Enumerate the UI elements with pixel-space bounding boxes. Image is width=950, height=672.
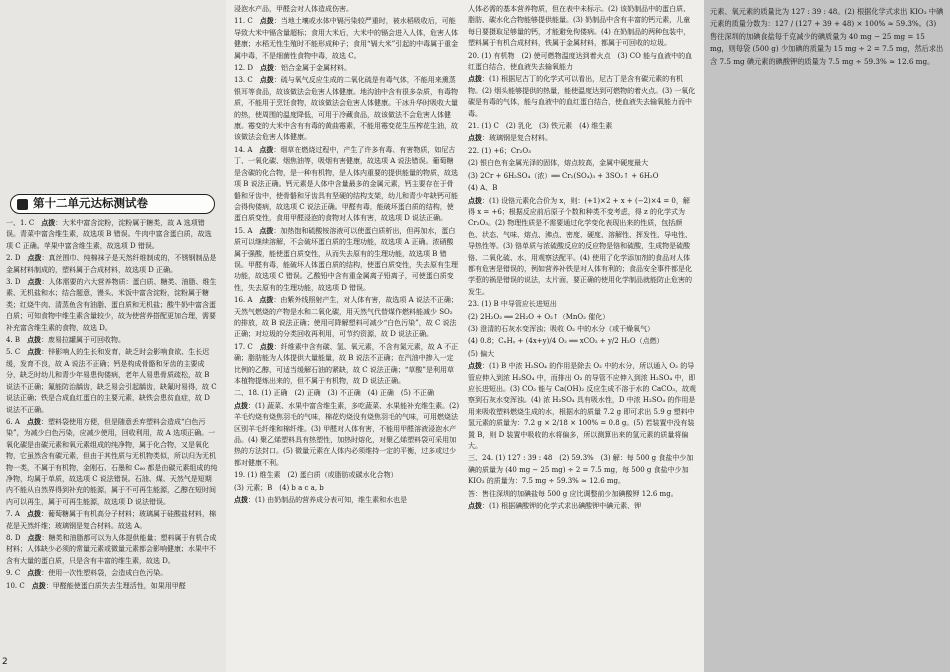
- answer-item: 2. D 点拨：真丝围巾、纯棉袜子是天然纤维制成的，不锈钢制品是金属材料制成的，塑料属于合成材料，故选项 D 正确。: [6, 254, 217, 274]
- hint-keyword: 点拨: [27, 569, 42, 578]
- answer-item: 17. C 点拨：纤维素中含有碳、氢、氧元素，不含有氮元素，故 A 不正确；脂肪能为人体提供大量能量，故 B 说法不正确；在汽油中掺入一定比例的乙醇，可适当缓解石油的紧缺，故 C 说法正确；“草酸”是利用草本植物提炼出来的，但不属于有机物，故 D 说法正确。: [234, 342, 459, 385]
- unit-title-banner: [10, 194, 215, 214]
- banner-square-icon: [17, 199, 28, 210]
- answer-item: 16. A 点拨：由紫外线照射产生，对人体有害，故选项 A 说法不正确；天然气燃烧的产物是水和二氧化碳，用天然气代替煤作燃料能减少 SO₂ 的排放，故 B 说法正确；使用可降解塑料可减少“白色污染”，故 C 说法正确；对垃圾的分类回收再利用，可节约资源，故 D 说法正确。: [234, 296, 458, 339]
- page-number: 2: [2, 656, 8, 667]
- hint-keyword: 点拨: [234, 496, 248, 505]
- answer-item: 6. A 点拨：塑料袋使用方便，但是随意丢弃塑料会造成“白色污染”，为减少白色污染，应减少使用，回收利用，故 A 选项正确。一氧化碳是由碳元素和氧元素组成的纯净物，属于化合物，又是氧化物，它虽然含有碳元素，但由于其性质与无机物类似，所以归为无机物一类，不属于有机物，金刚石、石墨和 C₆₀ 都是由碳元素组成的纯净物，均属于单质，故选项 C 说法错误。石油、煤、天然气是短期内不能从自然界得到补充的能源，属于不可再生能源，乙醇在短时间内可以再生，属于可再生能源，故选项 D 说法错误。: [6, 417, 218, 506]
- hint-keyword: 点拨: [468, 134, 482, 143]
- answer-item: 点拨：(1) 设铬元素化合价为 x，则：(+1)×2 + x + (−2)×4 = 0，解得 x = +6；根据反应前后原子个数和种类不变考虑，得 z 的化学式为 Cr₂O₃。(2) 物理性质是不需要通过化学变化表现出来的性质，包括颜色、状态、气味、熔点、沸点、密度、硬度、溶解性、挥发性、导电性、导热性等。(3) 铬单质与浓硫酸反应的反应物是铬和硫酸，生成物是硫酸铬、二氧化硫、水，用观察法配平。(4) 使用了化学添加剂的食品对人体都有危害是错误的，例如营养补铁是对人体有利的；食品安全事件都是化学惹的祸是错误的说法，太片面，要正确的使用化学制品就能防止危害的发生。: [468, 196, 692, 296]
- hint-keyword: 点拨: [31, 581, 46, 590]
- hint-keyword: 点拨: [41, 219, 56, 227]
- answer-item: 3. D 点拨：人体需要的六大营养物质：蛋白质、糖类、油脂、维生素、无机盐和水；结合题意，馒头、米饭中富含淀粉，淀粉属于糖类；红烧牛肉、清蒸鱼含有油脂、蛋白质和无机盐；酸牛奶中富含蛋白质；可知食物中维生素含量较少，故为使营养搭配更加合理，需要补充富含维生素的食物，故选 D。: [6, 278, 217, 332]
- hint-keyword: 点拨: [259, 76, 274, 85]
- answer-item: 20. (1) 有机物 (2) 使可燃物温度达到着火点 (3) CO 能与血液中的血红蛋白结合，使血液失去输氧能力: [468, 51, 693, 72]
- right-page: [704, 0, 950, 672]
- answer-item: (2) 银白色有金属光泽的固体，熔点较高，金属中硬度最大: [468, 159, 649, 168]
- answer-item: 浸泡水产品，甲醛会对人体造成伤害。: [234, 5, 353, 13]
- answer-item: 点拨：(1) 根据尼古丁的化学式可以看出，尼古丁是含有碳元素的有机物。(2) 烟头能够提供的热量，能使温度达到可燃物的着火点。(3) 一氧化碳是有毒的气体，能与血液中的血红蛋白结合，使血液失去输氧能力而中毒。: [468, 75, 696, 118]
- answer-item: 21. (1) C (2) 乳化 (3) 铁元素 (4) 维生素: [468, 122, 613, 131]
- answer-item: 15. A 点拨：加热饱和硫酸铵溶液可以使蛋白质析出，但再加水，蛋白质可以继续溶解，不会破坏蛋白质的生理功能，故选项 A 正确。浓硝酸属于强酸，能使蛋白质变性，从而失去原有的生理功能，故选项 B 错误。甲醛有毒，能破坏人体蛋白质的结构，使蛋白质变性，失去原有生理功能，故选项 C 错误。乙酸铅中含有重金属离子铅离子，可使蛋白质变性，失去原有的生理功能，故选项 D 错误。: [234, 226, 458, 292]
- hint-keyword: 点拨: [468, 502, 482, 511]
- answer-item: 22. (1) +6；Cr₂O₃: [468, 146, 531, 155]
- equation: (3) 2Cr + 6H₂SO₄（浓）══ Cr₂(SO₄)₃ + 3SO₂↑ + 6H₂O: [468, 171, 659, 180]
- answer-item: 5. C 点拨：锌影响人的生长和发育，缺乏时会影响食欲、生长迟缓，发育不良，故 A 说法不正确；钙是构成骨骼和牙齿的主要成分，缺乏时幼儿和青少年易患佝偻病，老年人易患骨质疏松，故 B 说法不正确；氟能防治龋齿，缺乏易会引起龋齿，缺氟时易得，故 C 说法正确；铁是合成血红蛋白的主要元素，缺铁会患贫血症，故 D 说法不正确。: [6, 348, 217, 414]
- answer-item: 4. B 点拨：废易拉罐属于可回收物。: [6, 336, 126, 345]
- answer-item: 人体必需的基本营养物质，但在表中未标示。(2) 该奶制品中的蛋白质、脂肪、碳水化合物能够提供能量。(3) 奶制品中含有丰富的钙元素，儿童每日要摄取足够量的钙，才能避免佝偻病。(4) 在奶制品的两种包装中，塑料属于有机合成材料，铁属于金属材料，都属于可回收的垃圾。: [468, 5, 691, 48]
- answer-item: (3) 澄清的石灰水变浑浊；吸收 O₂ 中的水分（或干燥氧气）: [468, 324, 655, 333]
- hint-keyword: 点拨: [259, 296, 274, 305]
- answer-item: 一、1. C 点拨：大米中富含淀粉，淀粉属于糖类，故 A 选项错误。青菜中富含维生素，故选项 B 错误。牛肉中富含蛋白质，故选项 C 正确。苹果中富含维生素，故选项 D 错误。: [6, 219, 212, 250]
- answer-item: 13. C 点拨：硫与氧气反应生成的二氧化硫是有毒气体，不能用来熏蒸银耳等食品，故该做法会危害人体健康。地沟油中含有很多杂质，有毒物质，不能用于烹饪食物，故该做法会危害人体健康。干冰升华时吸收大量的热，使周围的温度降低，可用于冷藏食品，故该做法不会危害人体健康。霉变的大米中含有有毒的黄曲霉素，不能用霉变花生压榨花生油，故该做法会危害人体健康。: [234, 76, 458, 142]
- middle-right-column: [468, 4, 696, 512]
- middle-left-column: [234, 4, 460, 506]
- answer-item: 19. (1) 维生素 (2) 蛋白质（或脂肪或碳水化合物）: [234, 471, 398, 480]
- answer-item: 元素、氧元素的质量比为 127 : 39 : 48。(2) 根据化学式求出 KIO₃ 中碘元素的质量分数为：127 / (127 + 39 + 48) × 100% ≈ 59.3%。(3) 售往深圳的加碘食盐每千克减少的碘质量为 40 mg − 25 mg = 15 mg，则每袋 (500 g) 少加碘的质量为 15 mg ÷ 2 = 7.5 mg，然后求出含 7.5 mg 碘元素的碘酸钾的质量为 7.5 mg ÷ 59.3% ≈ 12.6 mg。: [710, 7, 944, 66]
- equation: (2) 2H₂O₂ ══ 2H₂O + O₂↑（MnO₂ 催化）: [468, 312, 610, 321]
- hint-keyword: 点拨: [234, 401, 248, 410]
- answer-item: 14. A 点拨：烟草在燃烧过程中，产生了许多有毒、有害物质，如尼古丁、一氧化碳、烟焦油等，吸烟有害健康，故选项 A 说法错误。葡萄糖是含碳的化合物，是一种有机物，是人体内重要的提供能量的物质，故选项 B 说法正确。钙元素是人体中含量最多的金属元素，钙主要存在于骨骼和牙齿中，使骨骼和牙齿具有坚硬的结构支架，幼儿和青少年缺钙可能会得佝偻病，故选项 C 说法正确。甲醛有毒，能破坏蛋白质的结构，使蛋白质变性，食用甲醛浸泡的食物对人体有害，故选项 D 说法正确。: [234, 145, 458, 223]
- answer-item: 10. C 点拨：甲醛能使蛋白质失去生理活性，如果用甲醛: [6, 581, 186, 590]
- hint-keyword: 点拨: [26, 510, 41, 519]
- hint-keyword: 点拨: [259, 17, 274, 26]
- answer-item: (5) 偏大: [468, 349, 495, 358]
- middle-page: [226, 0, 704, 672]
- hint-keyword: 点拨: [468, 75, 482, 84]
- answer-item: 8. D 点拨：糖类和油脂都可以为人体提供能量；塑料属于有机合成材料；人体缺少必须的常量元素或微量元素都会影响健康；水果中不含有大量的蛋白质，只是含有丰富的维生素，故选 D。: [6, 533, 217, 565]
- answer-item: 点拨：(1) 根据碘酸钾的化学式求出碘酸钾中碘元素、钾: [468, 502, 642, 511]
- answer-item: (3) 元素；B (4) b a c a, b: [234, 483, 324, 492]
- unit-title: 第十二单元达标测试卷: [33, 196, 148, 211]
- answer-item: (4) A、B: [468, 184, 498, 193]
- answer-item: 点拨：(1) 由奶制品的营养成分表可知，维生素和水也是: [234, 496, 408, 505]
- equation: (4) 0.8；CₓHᵧ + (4x+y)/4 O₂ ══ xCO₂ + y/2 H₂O（点燃）: [468, 337, 664, 346]
- right-column: [710, 6, 944, 68]
- hint-keyword: 点拨: [259, 64, 274, 73]
- hint-keyword: 点拨: [259, 226, 274, 235]
- hint-keyword: 点拨: [259, 145, 274, 154]
- answer-item: 点拨：(1) B 中浓 H₂SO₄ 的作用是除去 O₂ 中的水分，所以通入 O₂ 的导管应伸入到浓 H₂SO₄ 中，而排出 O₂ 的导管不应伸入到浓 H₂SO₄ 中，即应长进短出。(3) CO₂ 能与 Ca(OH)₂ 反应生成不溶于水的 CaCO₃，故观察到石灰水变浑浊。(4) 浓 H₂SO₄ 具有吸水性，D 中浓 H₂SO₄ 的作用是用来吸收塑料燃烧生成的水，根据水的质量 7.2 g 即可求出 5.9 g 塑料中氢元素的质量为：7.2 g × 2/18 × 100% = 0.8 g。(5) 若装置中没有装置 B，则 D 装置中吸收的水将偏多，所以测算出来的氢元素的质量将偏大。: [468, 362, 697, 451]
- answer-item: 答：售往深圳的加碘盐每 500 g 应比调整前少加碘酸钾 12.6 mg。: [468, 489, 678, 498]
- hint-keyword: 点拨: [27, 278, 42, 287]
- answer-item: 12. D 点拨：铝合金属于金属材料。: [234, 64, 351, 73]
- answer-item: 9. C 点拨：使用一次性塑料袋，会造成白色污染。: [6, 569, 168, 578]
- left-column: [6, 218, 218, 592]
- hint-keyword: 点拨: [259, 342, 274, 351]
- answer-item: 二、18. (1) 正确 (2) 正确 (3) 不正确 (4) 正确 (5) 不正确: [234, 389, 435, 398]
- hint-keyword: 点拨: [468, 362, 482, 371]
- hint-keyword: 点拨: [27, 254, 42, 263]
- hint-keyword: 点拨: [468, 196, 482, 205]
- answer-item: 23. (1) B 中导管应长进短出: [468, 300, 557, 309]
- hint-keyword: 点拨: [27, 348, 42, 357]
- hint-keyword: 点拨: [27, 533, 42, 542]
- hint-keyword: 点拨: [26, 417, 41, 426]
- answer-item: 7. A 点拨：葡萄糖属于有机高分子材料；玻璃属于硅酸盐材料，棉花是天然纤维；玻璃钢是复合材料。故选 A。: [6, 510, 216, 530]
- answer-item: 11. C 点拨：当地土壤或水体中镉污染较严重时，被水稻吸收后，可能导致大米中镉含量超标；食用大米后，大米中的镉会进入人体，危害人体健康；水稻无性生殖时不能形成种子；食用“镉大米”引起的中毒属于重金属中毒，不是细菌性食物中毒，故选 C。: [234, 17, 459, 60]
- left-page: [0, 0, 228, 672]
- answer-item: 点拨：(1) 蔬菜、水果中富含维生素，多吃蔬菜、水果能补充维生素。(2) 羊毛灼烧有烧焦羽毛的气味，棉花灼烧没有烧焦羽毛的气味，可用燃烧法区别羊毛纤维和棉纤维。(3) 甲醛对人体有害，不能用甲醛溶液浸泡水产品。(4) 聚乙烯塑料具有热塑性，加热时熔化，对聚乙烯塑料袋可采用加热的方法封口。(5) 微量元素在人体内必须维持一定的平衡，过多或过少都对健康不利。: [234, 401, 460, 467]
- answer-item: 点拨：玻璃钢是复合材料。: [468, 134, 552, 143]
- hint-keyword: 点拨: [27, 336, 42, 345]
- answer-item: 三、24. (1) 127 : 39 : 48 (2) 59.3% (3) 解：每 500 g 食盐中少加碘的质量为 (40 mg − 25 mg) ÷ 2 = 7.5 mg，每 500 g 食盐中少加 KIO₃ 的质量为：7.5 mg ÷ 59.3% ≈ 12.6 mg。: [468, 454, 694, 486]
